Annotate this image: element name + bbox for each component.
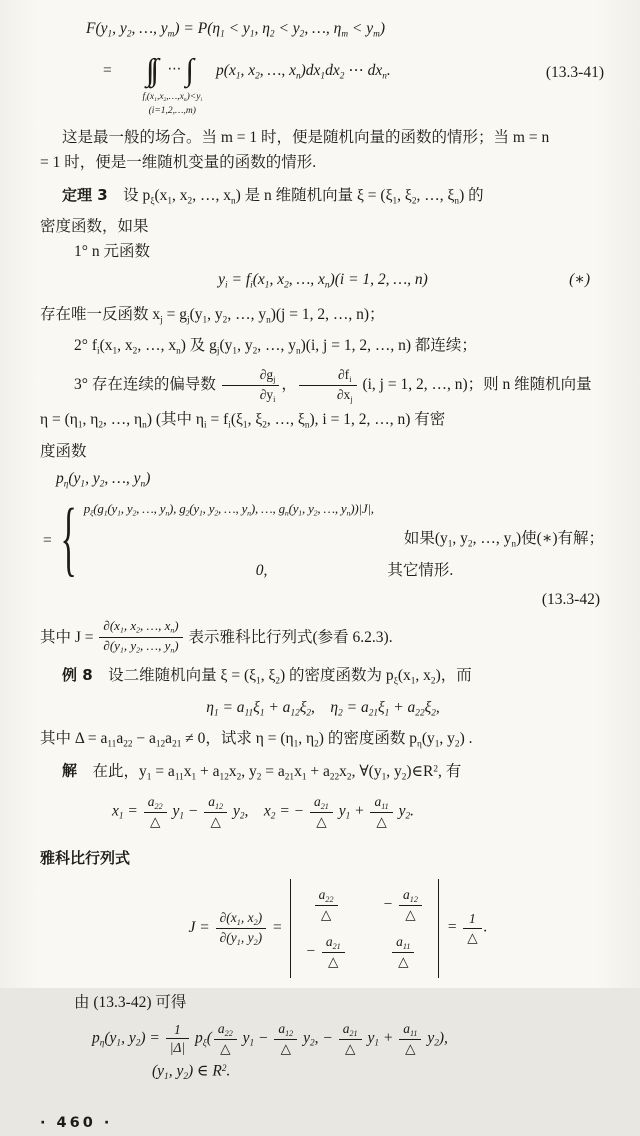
- case-1-condition: 如果($y_1$, $y_2$, …, $y_n$)使(∗)有解；: [403, 529, 604, 549]
- equation-number: (13.3-41): [545, 64, 604, 82]
- star-equation-number: (∗): [569, 271, 590, 289]
- equals-sign: =: [42, 531, 53, 549]
- determinant-rhs: = $\frac{1}{\triangle}$ .: [446, 911, 488, 945]
- jacobian-definition: [40, 619, 606, 655]
- text-line: 这是最一般的场合。当 m = 1 时，便是随机向量的函数的情形；当 m = n: [62, 129, 550, 147]
- equation-line: $F(y_1$, $y_2$, …, $y_m) = P(\eta_1 < y_1$, $\eta_2 < y_2$, …, $\eta_m < y_m$): [86, 20, 386, 40]
- text-line: $\eta = (\eta_1$, $\eta_2$, …, $\eta_n$) (其中 $\eta_i = f_i(\xi_1$, $\xi_2$, …, $\xi_n$), i = 1, 2, …, n) 有密: [40, 411, 446, 431]
- integral-icon: ∫: [185, 52, 194, 88]
- solution-label: 解: [62, 761, 78, 780]
- text-line: 度函数: [40, 442, 87, 460]
- jacobian-pre: 其中 J =: [40, 628, 94, 646]
- theorem-3: [40, 183, 606, 464]
- matrix-cell: − $\frac{a_{21}}{\triangle}$: [305, 934, 346, 970]
- cases-row: [42, 497, 606, 584]
- final-density-domain: ($y_1$, $y_2$) ∈ $R^2$.: [152, 1062, 231, 1082]
- text-line: 密度函数，如果: [40, 218, 149, 236]
- jacobian-determinant-label: 雅科比行列式: [40, 848, 131, 867]
- example-line1: 设二维随机向量 $\xi = (\xi_1$, $\xi_2$) 的密度函数为 $p_\xi(x_1$, $x_2$)，而: [92, 667, 472, 687]
- integral-limit-line2: (i=1,2,…,m): [148, 106, 196, 117]
- cases-body: [84, 497, 606, 584]
- density-function-cases: [40, 466, 606, 612]
- delta-condition-line: 其中 $\Delta = a_{11}a_{22} - a_{12}a_{21} \ne 0$，试求 $\eta = (\eta_1$, $\eta_2$) 的密度函数 $p_\eta(y_1$, $y_2$) .: [40, 729, 473, 750]
- condition-1: 1° n 元函数: [74, 243, 150, 261]
- solution-line: [40, 757, 606, 790]
- condition-3: 3° 存在连续的偏导数 $\frac{\partial g_j}{\partial y_i}$ ， $\frac{\partial f_i}{\partial x_j}$ (i, j = 1, 2, …, n)；则 n 维随机向量: [74, 367, 592, 405]
- equation-star: $y_i = f_i(x_1$, $x_2$, …, $x_n)(i = 1$, 2, …, n) (∗): [40, 267, 606, 298]
- example-label: 例 8: [62, 666, 93, 685]
- determinant-lhs: J = $\frac{\partial(x_1, x_2)}{\partial(y_1, y_2)}$ =: [188, 909, 283, 947]
- theorem-heading-line: [40, 183, 606, 214]
- eta-equations: $\eta_1 = a_{11}\xi_1 + a_{12}\xi_2$, $\eta_2 = a_{21}\xi_1 + a_{22}\xi_2$,: [206, 698, 440, 718]
- theorem-label: 定理 3: [62, 186, 108, 205]
- jacobian-determinant-equation: [70, 879, 606, 978]
- text-line: = 1 时，便是一维随机变量的函数的情形.: [40, 154, 317, 172]
- equation-13-3-41: [40, 16, 606, 117]
- matrix-cell: − $\frac{a_{12}}{\triangle}$: [383, 887, 424, 923]
- determinant-matrix: [290, 879, 438, 978]
- condition-1-tail: 存在唯一反函数 $x_j = g_j(y_1$, $y_2$, …, $y_n)(j = 1$, 2, …, n)；: [40, 305, 385, 325]
- double-integral-icon: [150, 49, 163, 91]
- equals-sign: =: [102, 62, 113, 80]
- integral-dots: ⋯: [167, 62, 182, 78]
- left-brace-icon: {: [60, 495, 77, 586]
- condition-2: 2° $f_i(x_1$, $x_2$, …, $x_n$) 及 $g_j(y_1$, $y_2$, …, $y_n)(i$, j = 1, 2, …, n) 都连续；: [74, 336, 477, 357]
- example-8: [40, 663, 606, 1089]
- page-number: · 460 ·: [40, 1115, 113, 1132]
- density-lhs: $p_\eta(y_1$, $y_2$, …, $y_n$): [56, 469, 151, 489]
- x-equations: $x_1$ = $\frac{a_{22}}{\triangle}$ $y_1$ − $\frac{a_{12}}{\triangle}$ $y_2$, $x_2$ = − $\frac{a_{21}}{\triangle}$ $y_1$ + $\frac{a_{11}}{\triangle}$ $y_2$.: [112, 793, 415, 830]
- integral-limits: [142, 92, 202, 117]
- solution-text: 在此，$y_1 = a_{11}x_1 + a_{12}x_2$, $y_2 = a_{21}x_1 + a_{22}x_2$, $\forall(y_1$, $y_2)\in R^2$, 有: [77, 762, 462, 782]
- case-2-row: [84, 557, 606, 584]
- multiple-integral-row: [40, 49, 606, 117]
- jacobian-fraction: $\frac{\partial(x_1, x_2, \dots, x_n)}{\partial(y_1, y_2, \dots, y_n)}$: [97, 619, 184, 655]
- case-1-formula: $p_\xi(g_1(y_1$, $y_2$, …, $y_n$), $g_2(y_1$, $y_2$, …, $y_n$), …, $g_n(y_1$, $y_2$, …, $y_n))|J|$,: [83, 500, 374, 518]
- case-2-condition: 其它情形.: [387, 561, 454, 579]
- theorem-line1: 设 $p_\xi(x_1$, $x_2$, …, $x_n$) 是 n 维随机向量 $\xi = (\xi_1$, $\xi_2$, …, $\xi_n$) 的: [107, 187, 484, 207]
- integrand: $p(x_1$, $x_2$, …, $x_n)dx_1dx_2$ ⋯ $dx_n$.: [216, 62, 391, 82]
- paragraph-general-case: [40, 125, 606, 175]
- integral-limit-line1: $f_i(x_1,x_2,\dots,x_n)<y_i$: [142, 92, 203, 104]
- case-2-value: 0,: [255, 561, 268, 579]
- equation-number: (13.3-42): [541, 590, 600, 608]
- final-density-formula: $p_\eta(y_1$, $y_2$) = $\frac{1}{|\Delta|}$ $p_\xi$( $\frac{a_{22}}{\triangle}$ $y_1$ − $\frac{a_{12}}{\triangle}$ $y_2$, − $\frac{a_{21}}{\triangle}$ $y_1$ + $\frac{a_{11}}{\triangle}$ $y_2$),: [92, 1020, 448, 1056]
- matrix-cell: $\frac{a_{22}}{\triangle}$: [305, 887, 346, 923]
- derivation-line: 由 (13.3-42) 可得: [74, 993, 187, 1011]
- example-heading-line: [40, 663, 606, 694]
- multiple-integral-operator: [142, 49, 202, 117]
- jacobian-post: 表示雅科比行列式(参看 6.2.3).: [188, 628, 393, 646]
- matrix-cell: $\frac{a_{11}}{\triangle}$: [383, 934, 424, 970]
